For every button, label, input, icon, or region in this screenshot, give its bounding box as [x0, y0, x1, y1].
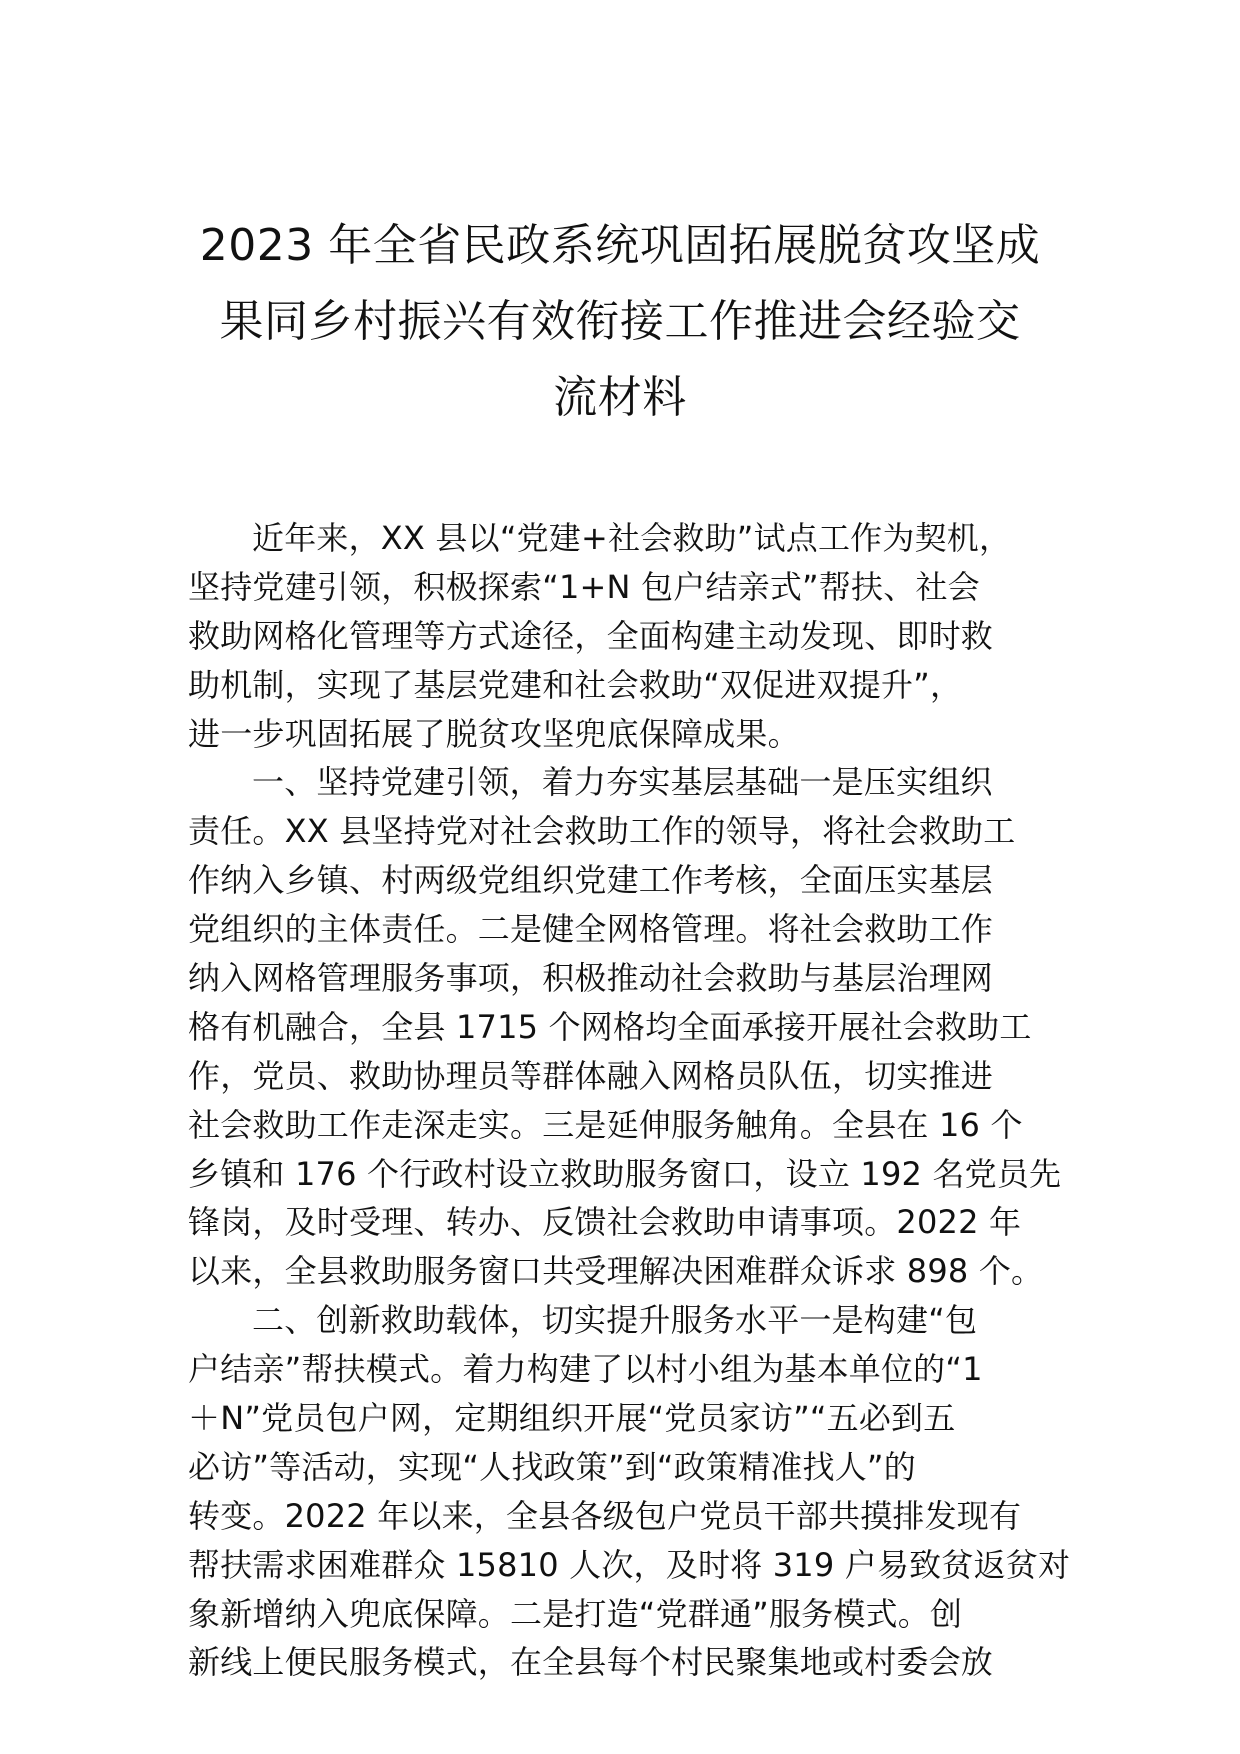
paragraph-line: 格有机融合，全县 1715 个网格均全面承接开展社会救助工: [188, 1007, 1032, 1046]
section-heading-line: 二、创新救助载体，切实提升服务水平一是构建“包: [252, 1301, 978, 1340]
paragraph-line: 助机制，实现了基层党建和社会救助“双促进双提升”，: [188, 665, 963, 704]
paragraph-line: 转变。2022 年以来，全县各级包户党员干部共摸排发现有: [188, 1496, 1022, 1535]
paragraph-line: 责任。XX 县坚持党对社会救助工作的领导，将社会救助工: [188, 812, 1016, 851]
paragraph-line: 坚持党建引领，积极探索“1+N 包户结亲式”帮扶、社会: [188, 567, 980, 606]
paragraph-line: 进一步巩固拓展了脱贫攻坚兜底保障成果。: [188, 714, 800, 753]
paragraph-line: 近年来，XX 县以“党建+社会救助”试点工作为契机，: [252, 519, 1012, 557]
paragraph-line: 必访”等活动，实现“人找政策”到“政策精准找人”的: [188, 1447, 916, 1486]
paragraph-line: 帮扶需求困难群众 15810 人次，及时将 319 户易致贫返贫对: [188, 1545, 1071, 1584]
title-line: 流材料: [553, 372, 687, 423]
paragraph-line: 新线上便民服务模式，在全县每个村民聚集地或村委会放: [188, 1643, 994, 1682]
paragraph-line: 作，党员、救助协理员等群体融入网格员队伍，切实推进: [188, 1056, 994, 1095]
title-line: 2023 年全省民政系统巩固拓展脱贫攻坚成: [199, 220, 1041, 271]
paragraph-line: 党组织的主体责任。二是健全网格管理。将社会救助工作: [188, 910, 994, 949]
section-heading-line: 一、坚持党建引领，着力夯实基层基础一是压实组织: [252, 763, 993, 802]
paragraph-line: 纳入网格管理服务事项，积极推动社会救助与基层治理网: [188, 959, 994, 998]
paragraph-line: ＋N”党员包户网，定期组织开展“党员家访”“五必到五: [188, 1399, 956, 1438]
paragraph-line: 户结亲”帮扶模式。着力构建了以村小组为基本单位的“1: [188, 1350, 983, 1389]
title-line: 果同乡村振兴有效衔接工作推进会经验交: [219, 296, 1021, 347]
paragraph-line: 救助网格化管理等方式途径，全面构建主动发现、即时救: [188, 616, 994, 655]
document-title: [190, 208, 1050, 436]
document-body: [188, 514, 1071, 1687]
paragraph-line: 乡镇和 176 个行政村设立救助服务窗口，设立 192 名党员先: [188, 1154, 1062, 1193]
paragraph-line: 锋岗，及时受理、转办、反馈社会救助申请事项。2022 年: [188, 1203, 1022, 1242]
paragraph-line: 作纳入乡镇、村两级党组织党建工作考核，全面压实基层: [188, 861, 994, 900]
paragraph-line: 社会救助工作走深走实。三是延伸服务触角。全县在 16 个: [188, 1105, 1023, 1144]
paragraph-line: 象新增纳入兜底保障。二是打造“党群通”服务模式。创: [188, 1594, 963, 1633]
paragraph-line: 以来，全县救助服务窗口共受理解决困难群众诉求 898 个。: [188, 1252, 1044, 1291]
